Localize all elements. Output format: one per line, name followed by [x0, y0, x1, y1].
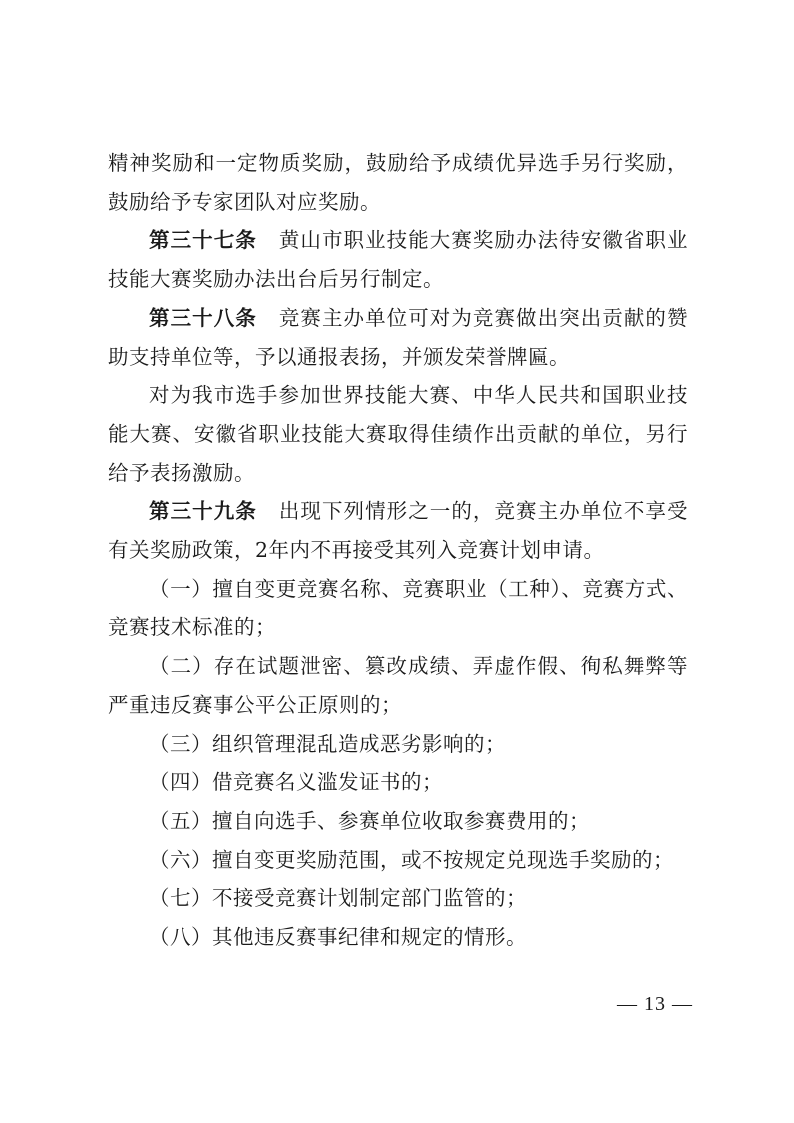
- list-item-8: [108, 918, 688, 957]
- list-item-text: （八）其他违反赛事纪律和规定的情形。: [149, 925, 527, 950]
- article-39: [108, 492, 688, 569]
- paragraph-text: 出现下列情形之一的，竞赛主办单位不享受有关奖励政策，2年内不再接受其列入竞赛计划申请。: [108, 499, 689, 563]
- paragraph-text: 对为我市选手参加世界技能大赛、中华人民共和国职业技能大赛、安徽省职业技能大赛取得佳绩作出贡献的单位，另行给予表扬激励。: [108, 383, 688, 485]
- list-item-text: （三）组织管理混乱造成恶劣影响的；: [149, 731, 506, 756]
- list-item-5: [108, 802, 688, 841]
- paragraph-text: 精神奖励和一定物质奖励，鼓励给予成绩优异选手另行奖励，鼓励给予专家团队对应奖励。: [108, 151, 688, 214]
- paragraph-continuation: [108, 144, 688, 221]
- list-item-1: [108, 570, 688, 647]
- article-number: 第三十八条: [149, 305, 257, 330]
- list-item-4: [108, 763, 688, 802]
- page-number: — 13 —: [617, 993, 693, 1015]
- document-body: [108, 144, 688, 957]
- list-item-2: [108, 647, 688, 724]
- list-item-text: （二）存在试题泄密、篡改成绩、弄虚作假、徇私舞弊等严重违反赛事公平公正原则的；: [108, 654, 688, 717]
- article-38: [108, 299, 688, 376]
- list-item-7: [108, 879, 688, 918]
- paragraph-text: 黄山市职业技能大赛奖励办法待安徽省职业技能大赛奖励办法出台后另行制定。: [108, 228, 689, 292]
- list-item-text: （五）擅自向选手、参赛单位收取参赛费用的；: [149, 808, 590, 833]
- list-item-text: （一）擅自变更竞赛名称、竞赛职业（工种）、竞赛方式、竞赛技术标准的；: [108, 576, 688, 640]
- list-item-6: [108, 841, 688, 880]
- article-number: 第三十九条: [149, 499, 257, 524]
- article-38-paragraph-2: [108, 376, 688, 492]
- list-item-3: [108, 725, 688, 764]
- list-item-text: （四）借竞赛名义滥发证书的；: [149, 770, 443, 795]
- article-number: 第三十七条: [149, 228, 257, 253]
- list-item-text: （六）擅自变更奖励范围，或不按规定兑现选手奖励的；: [149, 847, 674, 872]
- article-37: [108, 221, 688, 298]
- list-item-text: （七）不接受竞赛计划制定部门监管的；: [149, 886, 527, 911]
- paragraph-text: 竞赛主办单位可对为竞赛做出突出贡献的赞助支持单位等，予以通报表扬，并颁发荣誉牌匾。: [108, 305, 689, 369]
